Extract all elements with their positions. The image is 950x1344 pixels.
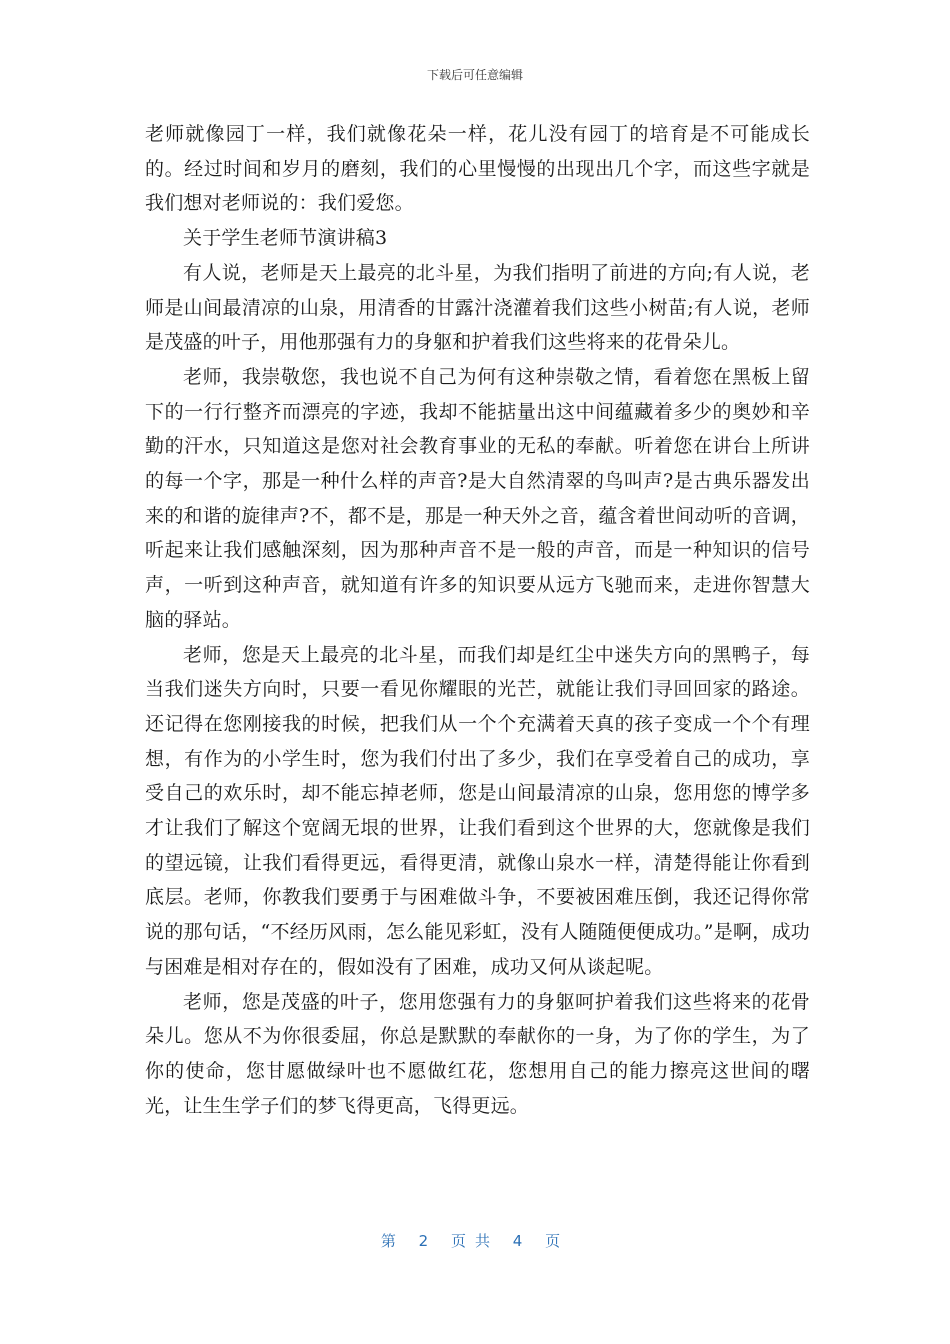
- footer-total-pages: 4: [512, 1232, 532, 1250]
- section-heading: 关于学生老师节演讲稿3: [183, 227, 388, 250]
- paragraph-4: 老师，您是天上最亮的北斗星，而我们却是红尘中迷失方向的黑鸭子，每当我们迷失方向时，只要一看见你耀眼的光芒，就能让我们寻回回家的路途。还记得在您刚接我的时候，把我们从一个个充满着天真的孩子变成一个个有理想，有作为的小学生时，您为我们付出了多少，我们在享受着自己的成功，享受自己的欢乐时，却不能忘掉老师，您是山间最清凉的山泉，您用您的博学多才让我们了解这个宽阔无垠的世界，让我们看到这个世界的大，您就像是我们的望远镜，让我们看得更远，看得更清，就像山泉水一样，清楚得能让你看到底层。老师，你教我们要勇于与困难做斗争，不要被困难压倒，我还记得你常说的那句话，“不经历风雨，怎么能见彩虹，没有人随随便便成功。”是啊，成功与困难是相对存在的，假如没有了困难，成功又何从谈起呢。: [145, 643, 810, 978]
- paragraph-1: 老师就像园丁一样，我们就像花朵一样，花儿没有园丁的培育是不可能成长的。经过时间和岁月的磨刻，我们的心里慢慢的出现出几个字，而这些字就是我们想对老师说的：我们爱您。: [145, 123, 810, 215]
- paragraph-3: 老师，我崇敬您，我也说不自己为何有这种崇敬之情，看着您在黑板上留下的一行行整齐而漂亮的字迹，我却不能掂量出这中间蕴藏着多少的奥妙和辛勤的汗水，只知道这是您对社会教育事业的无私的奉献。听着您在讲台上所讲的每一个字，那是一种什么样的声音?是大自然清翠的鸟叫声?是古典乐器发出来的和谐的旋律声?不，都不是，那是一种天外之音，蕴含着世间动听的音调，听起来让我们感触深刻，因为那种声音不是一般的声音，而是一种知识的信号声，一听到这种声音，就知道有许多的知识要从远方飞驰而来，走进你智慧大脑的驿站。: [145, 365, 810, 631]
- page-header: 下载后可任意编辑: [426, 68, 523, 82]
- paragraph-5: 老师，您是茂盛的叶子，您用您强有力的身躯呵护着我们这些将来的花骨朵儿。您从不为你很委屈，你总是默默的奉献你的一身，为了你的学生，为了你的使命，您甘愿做绿叶也不愿做红花，您想用自己的能力擦亮这世间的曙光，让生生学子们的梦飞得更高，飞得更远。: [145, 990, 810, 1117]
- footer-current-page: 2: [418, 1232, 438, 1250]
- document-body: [145, 117, 810, 1123]
- paragraph-2: 有人说，老师是天上最亮的北斗星，为我们指明了前进的方向;有人说，老师是山间最清凉的山泉，用清香的甘露汁浇灌着我们这些小树苗;有人说，老师是茂盛的叶子，用他那强有力的身躯和护着我们这些将来的花骨朵儿。: [145, 261, 810, 354]
- page-footer: [0, 1230, 950, 1251]
- footer-prefix: 第: [380, 1232, 405, 1250]
- footer-middle: 页共: [450, 1232, 499, 1250]
- footer-suffix: 页: [545, 1232, 570, 1250]
